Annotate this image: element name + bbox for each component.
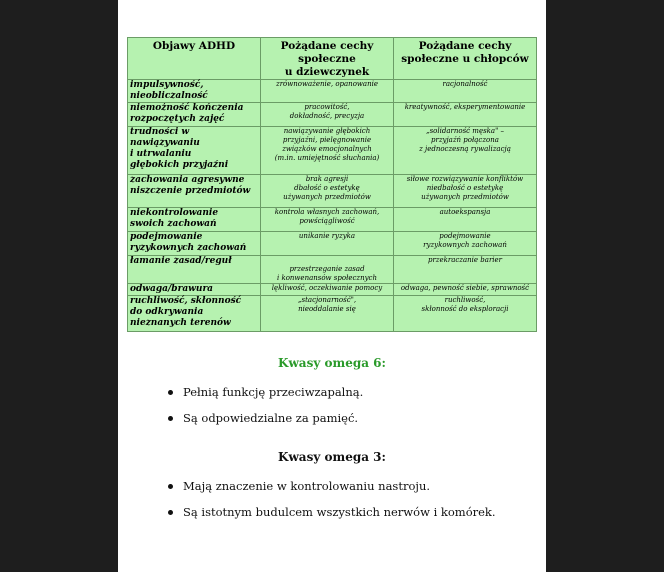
girls-trait-cell: brak agresji dbałość o estetykę używanych przedmiotów bbox=[261, 175, 394, 208]
bullet-icon bbox=[168, 484, 173, 489]
symptom-cell: trudności w nawiązywaniu i utrwalaniu głębokich przyjaźni bbox=[128, 127, 261, 175]
symptom-cell: ruchliwość, skłonność do odkrywania nieznanych terenów bbox=[128, 296, 261, 332]
omega6-heading: Kwasy omega 6: bbox=[278, 356, 386, 370]
girls-trait-cell: „stacjonarność", nieoddalanie się bbox=[261, 296, 394, 332]
boys-trait-cell: siłowe rozwiązywanie konfliktów niedbałość o estetykę używanych przedmiotów bbox=[394, 175, 537, 208]
header-symptoms: Objawy ADHD bbox=[128, 38, 261, 80]
symptom-cell: podejmowanie ryzykownych zachowań bbox=[128, 232, 261, 256]
list-item-text: Są odpowiedzialne za pamięć. bbox=[183, 411, 359, 425]
bullet-icon bbox=[168, 510, 173, 515]
girls-trait-cell: kontrola własnych zachowań, powściągliwość bbox=[261, 208, 394, 232]
table-row bbox=[128, 80, 537, 103]
list-item bbox=[168, 411, 363, 437]
list-item bbox=[168, 479, 496, 505]
table-row bbox=[128, 175, 537, 208]
header-boys-traits: Pożądane cechy społeczne u chłopców bbox=[394, 38, 537, 80]
table-row bbox=[128, 284, 537, 296]
boys-trait-cell: autoekspansja bbox=[394, 208, 537, 232]
symptom-cell: zachowania agresywne niszczenie przedmiotów bbox=[128, 175, 261, 208]
list-item-text: Mają znaczenie w kontrolowaniu nastroju. bbox=[183, 479, 431, 493]
boys-trait-cell: ruchliwość, skłonność do eksploracji bbox=[394, 296, 537, 332]
girls-trait-cell: przestrzeganie zasad i konwenansów społecznych bbox=[261, 256, 394, 284]
list-item-text: Są istotnym budulcem wszystkich nerwów i komórek. bbox=[183, 505, 496, 519]
table-header-row bbox=[128, 38, 537, 80]
symptom-cell: niekontrolowanie swoich zachowań bbox=[128, 208, 261, 232]
girls-trait-cell: zrównoważenie, opanowanie bbox=[261, 80, 394, 103]
bullet-icon bbox=[168, 416, 173, 421]
symptom-cell: odwaga/brawura bbox=[128, 284, 261, 296]
bullet-icon bbox=[168, 390, 173, 395]
table-row bbox=[128, 232, 537, 256]
document-page bbox=[118, 0, 546, 572]
list-item-text: Pełnią funkcję przeciwzapalną. bbox=[183, 385, 364, 399]
girls-trait-cell: nawiązywanie głębokich przyjaźni, pielęgnowanie związków emocjonalnych (m.in. umiejętność słuchania) bbox=[261, 127, 394, 175]
adhd-traits-table bbox=[127, 37, 537, 332]
omega3-heading: Kwasy omega 3: bbox=[278, 450, 386, 464]
symptom-cell: łamanie zasad/reguł bbox=[128, 256, 261, 284]
table-row bbox=[128, 256, 537, 284]
table-row bbox=[128, 208, 537, 232]
boys-trait-cell: kreatywność, eksperymentowanie bbox=[394, 103, 537, 127]
table-row bbox=[128, 127, 537, 175]
header-girls-traits: Pożądane cechy społeczne u dziewczynek bbox=[261, 38, 394, 80]
boys-trait-cell: przekraczanie barier bbox=[394, 256, 537, 284]
table-row bbox=[128, 103, 537, 127]
list-item bbox=[168, 505, 496, 531]
omega6-list bbox=[168, 385, 363, 437]
symptom-cell: impulsywność, nieobliczalność bbox=[128, 80, 261, 103]
boys-trait-cell: odwaga, pewność siebie, sprawność bbox=[394, 284, 537, 296]
list-item bbox=[168, 385, 363, 411]
boys-trait-cell: racjonalność bbox=[394, 80, 537, 103]
table-row bbox=[128, 296, 537, 332]
girls-trait-cell: unikanie ryzyka bbox=[261, 232, 394, 256]
girls-trait-cell: lękliwość, oczekiwanie pomocy bbox=[261, 284, 394, 296]
omega3-list bbox=[168, 479, 496, 531]
boys-trait-cell: „solidarność męska" – przyjaźń połączona z jednoczesną rywalizacją bbox=[394, 127, 537, 175]
boys-trait-cell: podejmowanie ryzykownych zachowań bbox=[394, 232, 537, 256]
girls-trait-cell: pracowitość, dokładność, precyzja bbox=[261, 103, 394, 127]
symptom-cell: niemożność kończenia rozpoczętych zajęć bbox=[128, 103, 261, 127]
